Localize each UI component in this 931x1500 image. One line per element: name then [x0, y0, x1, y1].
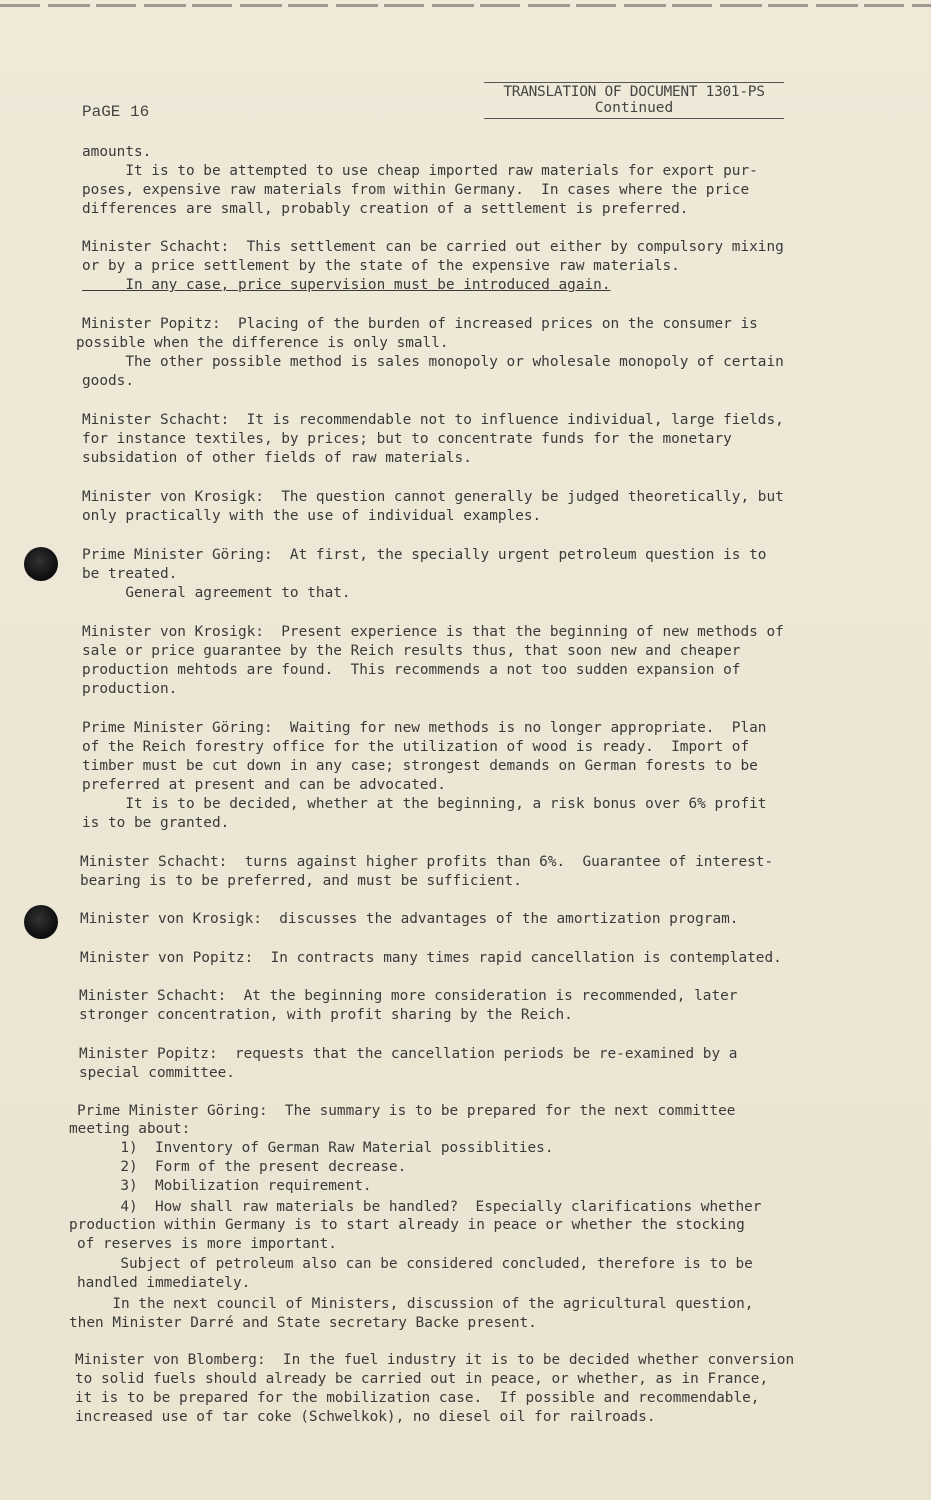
text-line: bearing is to be preferred, and must be sufficient.	[80, 873, 522, 889]
text-line: it is to be prepared for the mobilization case. If possible and recommendable,	[75, 1390, 760, 1406]
text-line: The other possible method is sales monopoly or wholesale monopoly of certain	[82, 354, 784, 370]
speaker-line: Prime Minister Göring: The summary is to be prepared for the next committee	[77, 1103, 736, 1119]
text-line: of reserves is more important.	[77, 1236, 337, 1252]
top-edge-rule	[0, 4, 931, 7]
speaker-line: Minister von Krosigk: discusses the advantages of the amortization program.	[80, 911, 739, 927]
text-line: subsidation of other fields of raw materials.	[82, 450, 472, 466]
page-number: PaGE 16	[82, 103, 150, 121]
text-line: timber must be cut down in any case; strongest demands on German forests to be	[82, 758, 758, 774]
document-header	[484, 82, 784, 119]
speaker-line: Minister Schacht: turns against higher profits than 6%. Guarantee of interest-	[80, 854, 774, 870]
header-title: TRANSLATION OF DOCUMENT 1301-PS	[484, 82, 784, 100]
text-line: to solid fuels should already be carried out in peace, or whether, as in France,	[75, 1371, 769, 1387]
text-line: possible when the difference is only small.	[76, 335, 449, 351]
header-subtitle: Continued	[484, 100, 784, 119]
list-item: 1) Inventory of German Raw Material possiblities.	[77, 1140, 554, 1156]
speaker-line: Minister von Popitz: In contracts many times rapid cancellation is contemplated.	[80, 950, 782, 966]
list-item: 4) How shall raw materials be handled? Especially clarifications whether	[77, 1199, 762, 1215]
text-line: In the next council of Ministers, discussion of the agricultural question,	[69, 1296, 754, 1312]
text-line: of the Reich forestry office for the utilization of wood is ready. Import of	[82, 739, 750, 755]
text-line: goods.	[82, 373, 134, 389]
speaker-line: Minister von Blomberg: In the fuel industry it is to be decided whether conversion	[75, 1352, 795, 1368]
text-line: then Minister Darré and State secretary Backe present.	[69, 1315, 537, 1331]
speaker-line: Minister von Krosigk: Present experience is that the beginning of new methods of	[82, 624, 784, 640]
text-line: poses, expensive raw materials from within Germany. In cases where the price	[82, 182, 750, 198]
text-line: only practically with the use of individual examples.	[82, 508, 542, 524]
text-line: production within Germany is to start already in peace or whether the stocking	[69, 1217, 745, 1233]
speaker-line: Minister Schacht: This settlement can be carried out either by compulsory mixing	[82, 239, 784, 255]
list-item: 3) Mobilization requirement.	[77, 1178, 372, 1194]
punch-hole-lower	[24, 905, 58, 939]
text-line: production mehtods are found. This recommends a not too sudden expansion of	[82, 662, 741, 678]
speaker-line: Minister Schacht: It is recommendable not to influence individual, large fields,	[82, 412, 784, 428]
text-line: differences are small, probably creation of a settlement is preferred.	[82, 201, 689, 217]
text-line: handled immediately.	[77, 1275, 251, 1291]
list-item: 2) Form of the present decrease.	[77, 1159, 407, 1175]
speaker-line: Minister von Krosigk: The question cannot generally be judged theoretically, but	[82, 489, 784, 505]
text-line: Subject of petroleum also can be considered concluded, therefore is to be	[77, 1256, 753, 1272]
text-line: production.	[82, 681, 178, 697]
text-line: stronger concentration, with profit sharing by the Reich.	[79, 1007, 573, 1023]
text-line: amounts.	[82, 144, 152, 160]
text-line: for instance textiles, by prices; but to concentrate funds for the monetary	[82, 431, 732, 447]
punch-hole-upper	[24, 547, 58, 581]
text-line: increased use of tar coke (Schwelkok), no diesel oil for railroads.	[75, 1409, 656, 1425]
text-line: special committee.	[79, 1065, 235, 1081]
text-line: sale or price guarantee by the Reich results thus, that soon new and cheaper	[82, 643, 741, 659]
speaker-line: Prime Minister Göring: Waiting for new methods is no longer appropriate. Plan	[82, 720, 767, 736]
text-line: or by a price settlement by the state of the expensive raw materials.	[82, 258, 680, 274]
text-line: be treated.	[82, 566, 178, 582]
speaker-line: Minister Schacht: At the beginning more consideration is recommended, later	[79, 988, 738, 1004]
speaker-line: Prime Minister Göring: At first, the specially urgent petroleum question is to	[82, 547, 767, 563]
text-line: is to be granted.	[82, 815, 230, 831]
text-line: It is to be attempted to use cheap imported raw materials for export pur-	[82, 163, 758, 179]
text-line: preferred at present and can be advocated.	[82, 777, 446, 793]
text-line: General agreement to that.	[82, 585, 351, 601]
speaker-line: Minister Popitz: Placing of the burden of increased prices on the consumer is	[82, 316, 758, 332]
speaker-line: Minister Popitz: requests that the cancellation periods be re-examined by a	[79, 1046, 738, 1062]
text-line: meeting about:	[69, 1121, 191, 1137]
underlined-line: In any case, price supervision must be introduced again.	[82, 277, 611, 293]
text-line: It is to be decided, whether at the beginning, a risk bonus over 6% profit	[82, 796, 767, 812]
